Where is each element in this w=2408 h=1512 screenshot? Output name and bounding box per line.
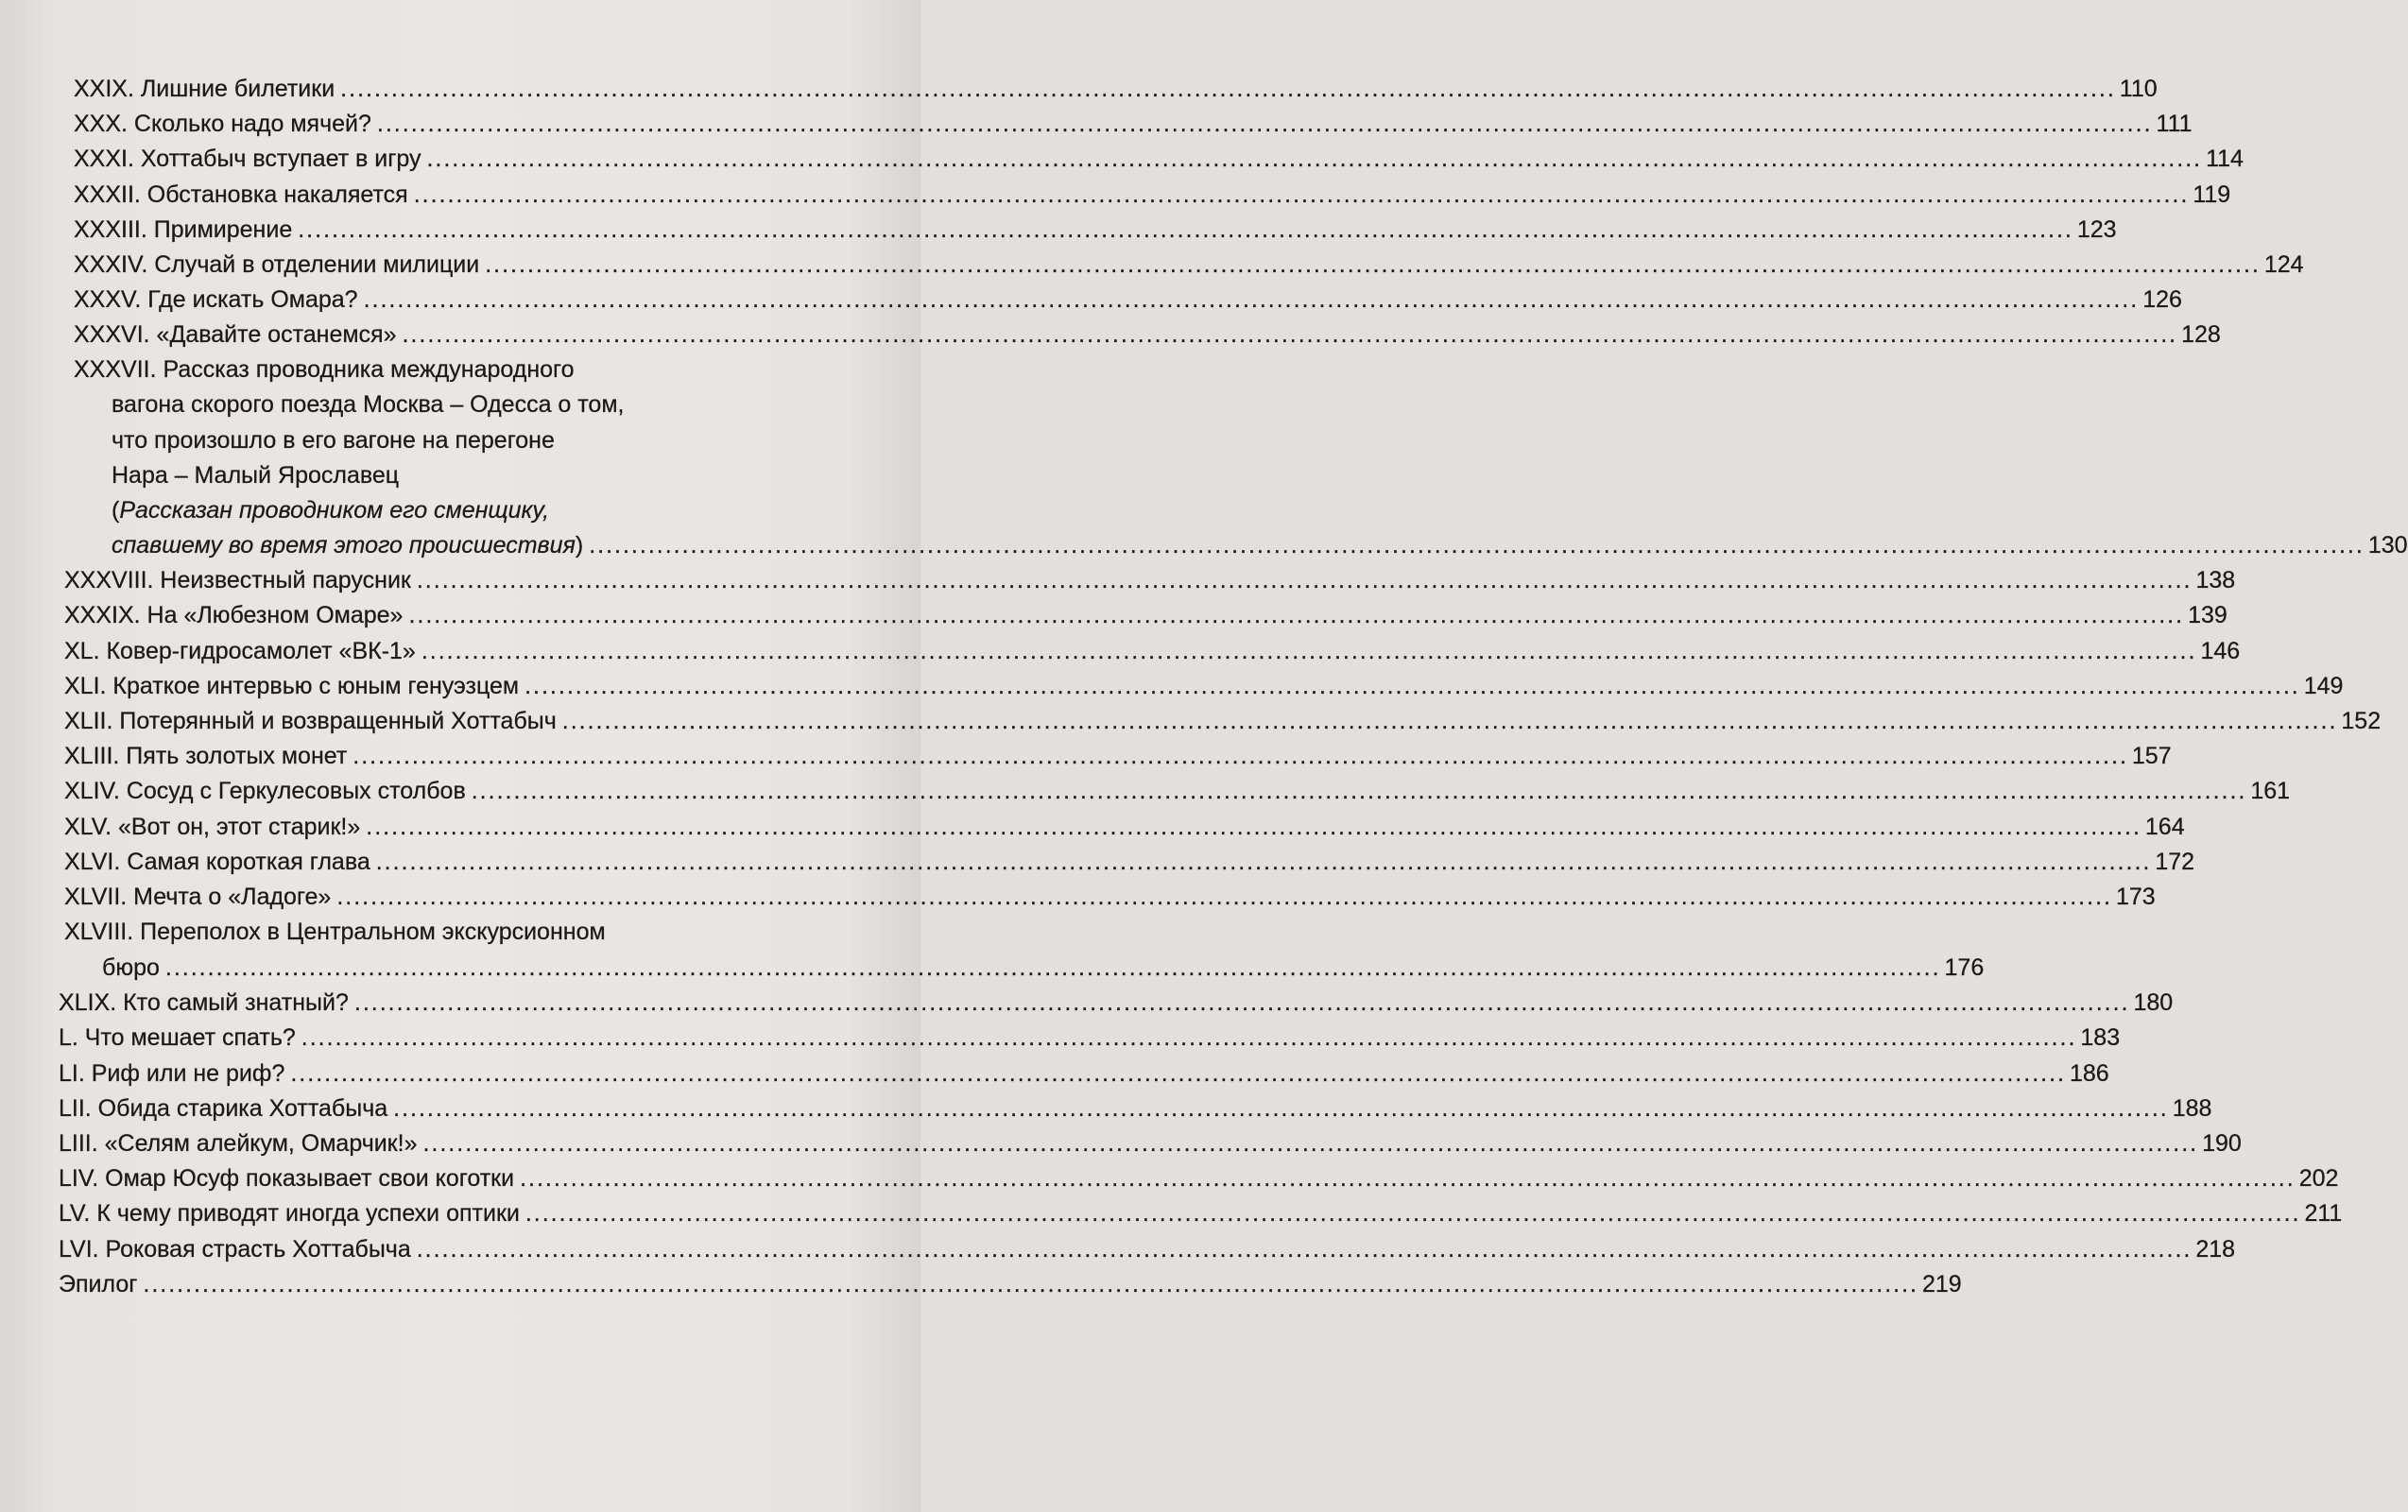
toc-entry-title: Эпилог	[59, 1271, 138, 1297]
toc-entry	[59, 1165, 2339, 1197]
toc-leader-dots	[290, 1060, 2066, 1088]
italic-note: Рассказан проводником его сменщику,	[119, 497, 550, 524]
toc-entry	[74, 321, 2221, 353]
toc-entry-title: LI. Риф или не риф?	[59, 1060, 285, 1087]
toc-leader-dots	[298, 216, 2073, 244]
toc-leader-dots	[393, 1095, 2169, 1123]
toc-leader-dots	[364, 286, 2140, 314]
toc-entry	[74, 286, 2182, 318]
toc-leader-dots	[408, 602, 2184, 629]
toc-entry-title: XXXI. Хоттабыч вступает в игру	[74, 146, 421, 172]
toc-leader-dots	[421, 638, 2197, 665]
toc-entry	[74, 251, 2304, 284]
italic-note: спавшему во время этого происшествия	[112, 532, 576, 558]
toc-entry-title: XXXII. Обстановка накаляется	[74, 181, 408, 208]
toc-entry-page: 123	[2076, 216, 2117, 243]
toc-entry-title: XXXVI. «Давайте останемся»	[74, 321, 397, 348]
toc-entry-title: XXXIII. Примирение	[74, 216, 293, 243]
toc-leader-dots	[485, 251, 2261, 279]
toc-leader-dots	[376, 849, 2152, 876]
toc-leader-dots	[422, 1130, 2198, 1158]
toc-entry-page: 157	[2131, 743, 2172, 769]
toc-entry-title: XLIII. Пять золотых монет	[64, 743, 348, 769]
toc-leader-dots	[366, 814, 2141, 841]
toc-entry	[59, 1060, 2109, 1092]
toc-entry-title: LV. К чему приводят иногда успехи оптики	[59, 1200, 520, 1227]
toc-leader-dots	[417, 567, 2193, 594]
toc-long-entry-line	[112, 497, 549, 529]
toc-entry	[59, 989, 2174, 1022]
toc-entry-page: 111	[2156, 111, 2193, 137]
toc-leader-dots	[525, 673, 2300, 700]
toc-entry	[64, 778, 2291, 810]
toc-entry-page: 219	[1922, 1271, 1962, 1297]
toc-entry-title: XLVII. Мечта о «Ладоге»	[64, 884, 332, 910]
toc-entry	[112, 532, 2408, 564]
toc-entry-page: 119	[2193, 181, 2231, 208]
toc-entry-page: 146	[2200, 638, 2241, 664]
toc-entry-page: 164	[2144, 814, 2185, 840]
toc-entry	[59, 1200, 2343, 1232]
toc-long-entry-line: вагона скорого поезда Москва – Одесса о том,	[112, 391, 625, 418]
toc-leader-dots	[402, 321, 2177, 349]
toc-entry-page: 124	[2263, 251, 2304, 278]
toc-leader-dots	[353, 743, 2128, 770]
toc-entry	[59, 1271, 1962, 1303]
toc-entry	[64, 743, 2172, 775]
toc-entry-title: XXXVIII. Неизвестный парусник	[64, 567, 411, 593]
toc-entry-title: XLII. Потерянный и возвращенный Хоттабыч	[64, 708, 557, 734]
toc-leader-dots	[165, 954, 1941, 982]
toc-entry-page: 128	[2181, 321, 2221, 348]
toc-entry-page: 173	[2115, 884, 2156, 910]
toc-leader-dots	[301, 1024, 2077, 1052]
toc-entry-page: 190	[2202, 1130, 2242, 1157]
toc-entry-page: 149	[2303, 673, 2344, 699]
toc-entry	[74, 146, 2244, 178]
toc-leader-dots	[520, 1165, 2296, 1193]
toc-entry-page: 202	[2298, 1165, 2339, 1192]
toc-entry-title: XXXV. Где искать Омара?	[74, 286, 358, 313]
toc-long-entry-line: Нара – Малый Ярославец	[112, 462, 400, 489]
toc-leader-dots	[417, 1236, 2193, 1263]
toc-entry-page: 183	[2080, 1024, 2121, 1051]
toc-entry	[64, 884, 2156, 916]
toc-entry-page: 110	[2119, 76, 2158, 102]
toc-entry-page: 180	[2133, 989, 2174, 1016]
toc-entry-page: 211	[2304, 1200, 2343, 1227]
toc-entry-title: XXXIX. На «Любезном Омаре»	[64, 602, 404, 628]
toc-leader-dots	[472, 778, 2247, 805]
toc-entry-title: LIII. «Селям алейкум, Омарчик!»	[59, 1130, 418, 1157]
toc-entry	[59, 1095, 2212, 1127]
toc-entry	[102, 954, 1985, 987]
toc-entry-title: XLVI. Самая короткая глава	[64, 849, 370, 875]
toc-entry	[64, 708, 2382, 740]
toc-entry-title: XLV. «Вот он, этот старик!»	[64, 814, 361, 840]
open-paren: (	[112, 497, 120, 524]
toc-entry-page: 172	[2155, 849, 2195, 875]
toc-entry-page: 186	[2069, 1060, 2109, 1087]
toc-entry-page: 176	[1944, 954, 1985, 981]
toc-entry	[59, 1024, 2121, 1057]
close-paren: )	[575, 532, 584, 558]
toc-long-entry-line: что произошло в его вагоне на перегоне	[112, 427, 555, 454]
toc-entry-page: 130	[2367, 532, 2408, 558]
toc-leader-dots	[525, 1200, 2301, 1228]
toc-entry	[74, 216, 2117, 249]
toc-entry-page: 218	[2195, 1236, 2236, 1263]
toc-leader-dots	[336, 884, 2112, 911]
toc-entry-page: 114	[2206, 146, 2244, 172]
toc-entry	[64, 638, 2241, 670]
toc-entry-page: 152	[2341, 708, 2382, 734]
toc-leader-dots	[143, 1271, 1918, 1298]
toc-entry-title: XXIX. Лишние билетики	[74, 76, 335, 102]
toc-entry-page: 161	[2250, 778, 2291, 804]
toc-leader-dots	[414, 181, 2190, 209]
toc-entry-title: LIV. Омар Юсуф показывает свои коготки	[59, 1165, 515, 1192]
toc-entry-title: XL. Ковер-гидросамолет «ВК-1»	[64, 638, 416, 664]
toc-entry-title: LVI. Роковая страсть Хоттабыча	[59, 1236, 411, 1263]
toc-entry-title	[112, 532, 583, 559]
toc-entry	[64, 814, 2185, 846]
toc-long-entry-line: XXXVII. Рассказ проводника международного	[74, 356, 575, 383]
toc-entry	[59, 1236, 2236, 1268]
toc-entry-title: L. Что мешает спать?	[59, 1024, 296, 1051]
toc-entry-page: 138	[2195, 567, 2236, 593]
toc-long-entry-line: XLVIII. Переполох в Центральном экскурсионном	[64, 919, 606, 945]
toc-entry-title: XLI. Краткое интервью с юным генуэзцем	[64, 673, 520, 699]
toc-entry	[74, 181, 2231, 214]
toc-entry-title: XXXIV. Случай в отделении милиции	[74, 251, 480, 278]
toc-leader-dots	[589, 532, 2365, 559]
toc-entry	[74, 111, 2193, 143]
toc-entry-page: 188	[2172, 1095, 2212, 1122]
toc-entry	[59, 1130, 2242, 1162]
toc-entry-page: 139	[2188, 602, 2227, 628]
toc-entry-title: бюро	[102, 954, 160, 981]
toc-leader-dots	[426, 146, 2202, 173]
toc-leader-dots	[377, 111, 2153, 138]
toc-entry-title: XLIV. Сосуд с Геркулесовых столбов	[64, 778, 466, 804]
toc-entry-page: 126	[2142, 286, 2182, 313]
toc-leader-dots	[354, 989, 2130, 1017]
toc-entry	[64, 673, 2344, 705]
toc-entry	[64, 602, 2227, 634]
toc-leader-dots	[340, 76, 2116, 103]
toc-entry-title: XLIX. Кто самый знатный?	[59, 989, 349, 1016]
toc-leader-dots	[562, 708, 2338, 735]
toc-entry-title: XXX. Сколько надо мячей?	[74, 111, 371, 137]
toc-entry-title: LII. Обида старика Хоттабыча	[59, 1095, 388, 1122]
toc-entry	[64, 849, 2195, 881]
toc-entry	[64, 567, 2236, 599]
toc-entry	[74, 76, 2158, 108]
